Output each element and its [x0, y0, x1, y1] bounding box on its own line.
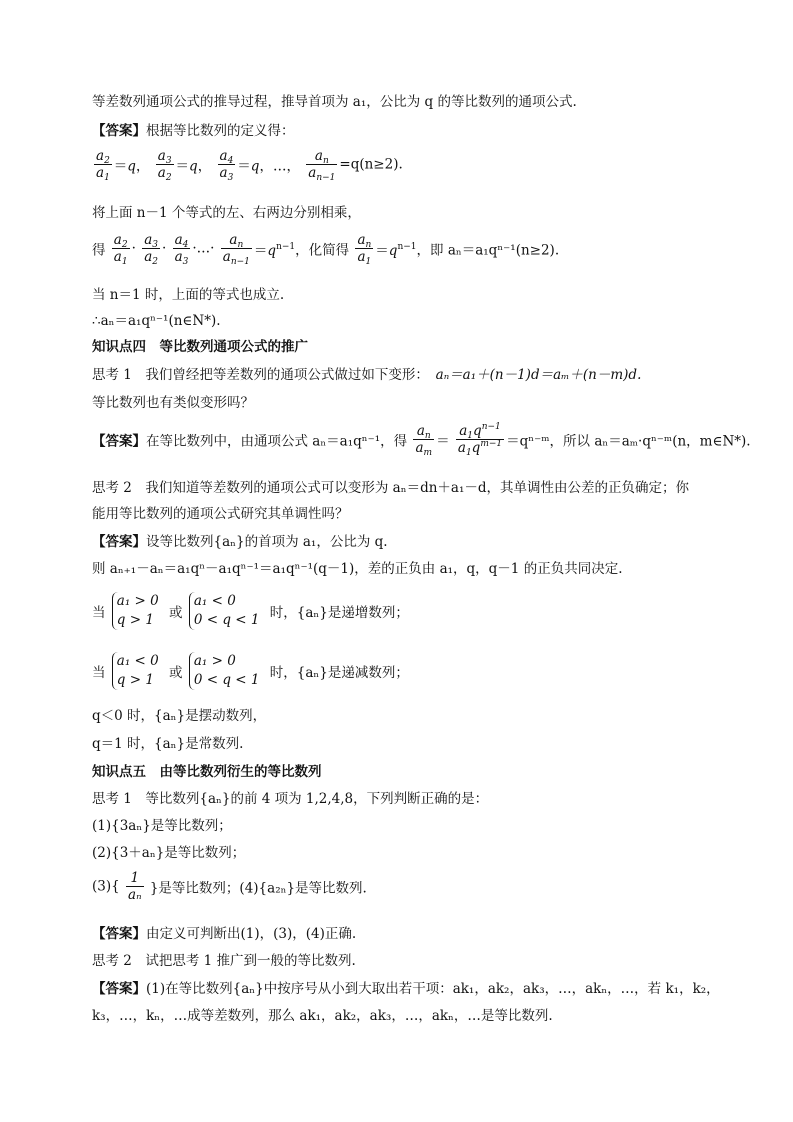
cond: a₁ < 0 [193, 593, 236, 609]
kp5-think1 [92, 789, 488, 809]
answer-tag: 【答案】 [92, 981, 146, 997]
conclusion-text: ∴aₙ＝a₁qⁿ⁻¹(n∈N*). [92, 313, 221, 329]
oscillating-text: q＜0 时，{aₙ}是摆动数列， [92, 708, 267, 724]
dang-text: 当 [92, 605, 106, 621]
frac-den: aₙ [128, 887, 142, 903]
constant-text: q＝1 时，{aₙ}是常数列. [92, 736, 244, 752]
ratio-tail: =q(n≥2). [339, 156, 403, 173]
cond: q > 1 [116, 612, 154, 628]
case-brace [112, 592, 163, 630]
answer-tag: 【答案】 [92, 534, 146, 550]
simplify-text: ，化简得 [295, 242, 350, 259]
or-text: 或 [169, 665, 183, 681]
kp5-answer2 [92, 979, 720, 999]
think-text: 等比数列{aₙ}的前 4 项为 1,2,4,8，下列判断正确的是： [145, 791, 489, 807]
item-post: }是等比数列；(4){a₂ₙ}是等比数列. [149, 880, 367, 897]
think-text: 试把思考 1 推广到一般的等比数列. [145, 953, 356, 969]
kp4-answer1: 【答案】在等比数列中，由通项公式 aₙ＝a₁qⁿ⁻¹，得 $\frac{a_n}{a_m}$ ＝ $\frac{a_1q^{n-1}}{a_1q^{m-1}}$ ＝qⁿ⁻ᵐ，所以 aₙ＝aₘ·qⁿ⁻ᵐ(n，m∈N*). [92, 422, 751, 458]
answer-text: 根据等比数列的定义得： [146, 123, 295, 139]
case-brace [189, 652, 264, 690]
kp4-think1 [92, 365, 641, 385]
tail-text: 时，{aₙ}是递增数列； [269, 605, 409, 621]
answer-text: 设等比数列{aₙ}的首项为 a₁，公比为 q. [146, 534, 388, 550]
frac-num: 1 [126, 870, 144, 887]
answer-tag: 【答案】 [92, 123, 146, 139]
answer-post: ＝qⁿ⁻ᵐ，所以 aₙ＝aₘ·qⁿ⁻ᵐ(n，m∈N*). [506, 433, 751, 450]
cond: a₁ > 0 [193, 653, 236, 669]
or-text: 或 [169, 605, 183, 621]
kp4-think1b: 等比数列也有类似变形吗？ [92, 395, 254, 411]
think-formula: aₙ＝a₁＋(n－1)d＝aₘ＋(n－m)d. [435, 367, 642, 383]
cond: 0 < q < 1 [193, 612, 260, 628]
decreasing-condition [92, 652, 409, 690]
answer-tag: 【答案】 [92, 433, 146, 450]
ji-text: ，即 aₙ＝a₁qⁿ⁻¹(n≥2). [416, 242, 560, 259]
kp5-answer1 [92, 924, 356, 944]
kp4-answer2 [92, 532, 388, 552]
multiply-text: 将上面 n－1 个等式的左、右两边分别相乘， [92, 205, 361, 221]
item-pre: (3){ [92, 878, 120, 895]
kp4-answer2b: 则 aₙ₊₁－aₙ＝a₁qⁿ－a₁qⁿ⁻¹＝a₁qⁿ⁻¹(q－1)，差的正负由 a₁，q，q－1 的正负共同决定. [92, 561, 623, 577]
case-brace [112, 652, 163, 690]
kp4-think2b: 能用等比数列的通项公式研究其单调性吗？ [92, 506, 349, 522]
kp5-item1: (1){3aₙ}是等比数列； [92, 818, 232, 834]
n1-text: 当 n＝1 时，上面的等式也成立. [92, 287, 285, 303]
cond: 0 < q < 1 [193, 672, 260, 688]
think-text: 我们知道等差数列的通项公式可以变形为 aₙ＝dn＋a₁－d，其单调性由公差的正负确定；你 [145, 480, 690, 496]
answer-tag: 【答案】 [92, 926, 146, 942]
ratio-equations: $\frac{a_2}{a_1}$ ＝q， $\frac{a_3}{a_2}$ ＝q， $\frac{a_4}{a_3}$ ＝q，…， $\frac{a_n}{a_{n-1}}$ =q(n≥2). [96, 148, 403, 183]
kp5-answer2b: k₃，…，kₙ，…成等差数列，那么 ak₁，ak₂，ak₃，…，akₙ，…是等比数列. [92, 1008, 553, 1024]
kp5-think2 [92, 951, 356, 971]
cond: q > 1 [116, 672, 154, 688]
answer-pre: 在等比数列中，由通项公式 aₙ＝a₁qⁿ⁻¹，得 [146, 433, 408, 450]
kp5-item2: (2){3＋aₙ}是等比数列； [92, 845, 246, 861]
think-text: 我们曾经把等差数列的通项公式做过如下变形： [145, 367, 423, 383]
think-label: 思考 2 [92, 480, 132, 496]
dang-text: 当 [92, 665, 106, 681]
de-text: 得 [92, 242, 106, 259]
think-label: 思考 2 [92, 953, 132, 969]
tail-text: 时，{aₙ}是递减数列； [269, 665, 409, 681]
think-label: 思考 1 [92, 791, 132, 807]
kp5-item3 [92, 870, 367, 903]
cond: a₁ < 0 [116, 653, 159, 669]
answer-1 [92, 121, 295, 141]
increasing-condition [92, 592, 409, 630]
kp4-think2 [92, 478, 689, 498]
product-equation: 得 $\frac{a_2}{a_1}$ · $\frac{a_3}{a_2}$ · $\frac{a_4}{a_3}$ ·…· $\frac{a_n}{a_{n-1}}$ $=q^{n-1}$，化简得 $\frac{a_n}{a_1}$ $=q^{n-1}$，即 aₙ＝a₁qⁿ⁻¹(n≥2). [92, 232, 560, 267]
kp4-title: 知识点四 等比数列通项公式的推广 [92, 339, 308, 355]
intro-text: 等差数列通项公式的推导过程，推导首项为 a₁，公比为 q 的等比数列的通项公式. [92, 94, 577, 110]
kp5-title: 知识点五 由等比数列衍生的等比数列 [92, 764, 322, 780]
case-brace [189, 592, 264, 630]
cond: a₁ > 0 [116, 593, 159, 609]
answer-text: (1)在等比数列{aₙ}中按序号从小到大取出若干项：ak₁，ak₂，ak₃，…，akₙ，…，若 k₁，k₂， [146, 981, 720, 997]
think-label: 思考 1 [92, 367, 132, 383]
answer-text: 由定义可判断出(1)，(3)，(4)正确. [146, 926, 357, 942]
